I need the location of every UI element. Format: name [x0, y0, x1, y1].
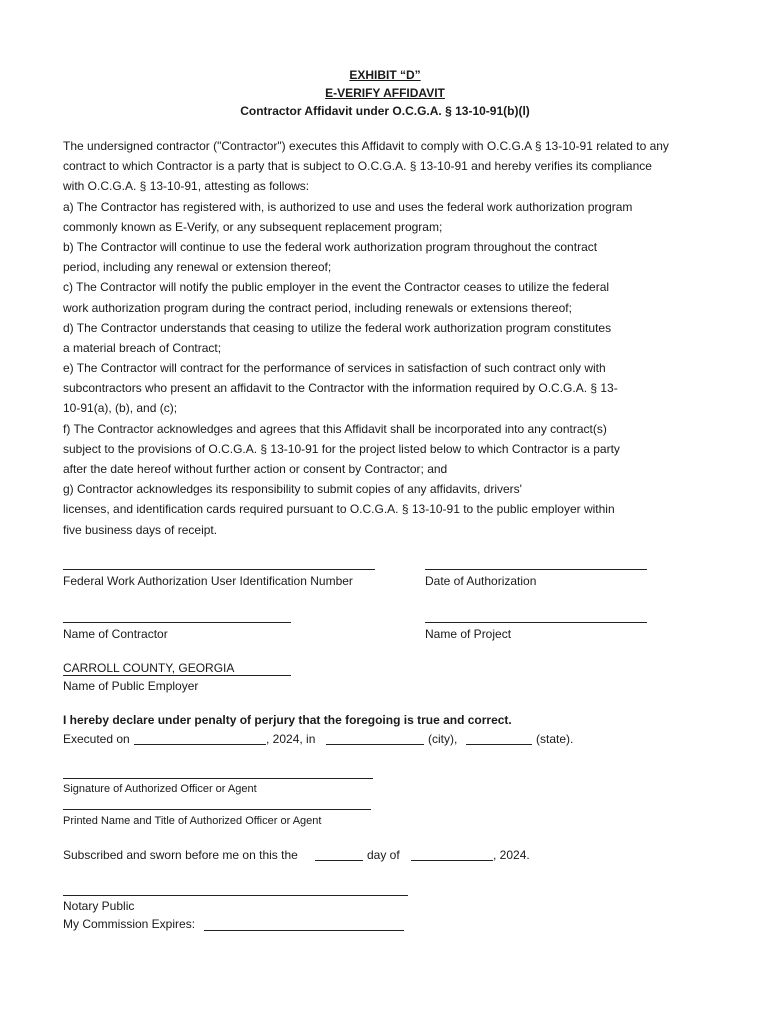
- city-field[interactable]: [326, 744, 424, 745]
- public-employer-value: CARROLL COUNTY, GEORGIA: [63, 661, 235, 675]
- body-line: work authorization program during the contract period, including renewals or extensions thereof;: [63, 300, 572, 315]
- sworn-day-field[interactable]: [315, 860, 363, 861]
- contractor-name-field[interactable]: [63, 622, 291, 623]
- affidavit-subtitle: Contractor Affidavit under O.C.G.A. § 13-10-91(b)(l): [240, 104, 530, 118]
- body-line: commonly known as E-Verify, or any subsequent replacement program;: [63, 219, 443, 234]
- body-line: a) The Contractor has registered with, is authorized to use and uses the federal work authorization program: [63, 199, 633, 214]
- body-line: licenses, and identification cards required pursuant to O.C.G.A. § 13-10-91 to the public employer within: [63, 502, 615, 517]
- signature-field[interactable]: [63, 778, 373, 779]
- date-authorization-label: Date of Authorization: [425, 574, 537, 588]
- executed-year-text: , 2024, in: [266, 732, 316, 746]
- printed-name-field[interactable]: [63, 809, 371, 810]
- city-label: (city),: [428, 732, 458, 746]
- state-field[interactable]: [466, 744, 532, 745]
- body-line: with O.C.G.A. § 13-10-91, attesting as follows:: [63, 179, 310, 194]
- project-name-field[interactable]: [425, 622, 647, 623]
- notary-signature-field[interactable]: [63, 895, 408, 896]
- body-line: f) The Contractor acknowledges and agrees that this Affidavit shall be incorporated into any contract(s): [63, 421, 607, 436]
- body-line: g) Contractor acknowledges its responsibility to submit copies of any affidavits, drivers': [63, 482, 522, 497]
- fwa-id-field[interactable]: [63, 569, 375, 570]
- state-label: (state).: [536, 732, 574, 746]
- body-line: 10-91(a), (b), and (c);: [63, 401, 178, 416]
- body-line: b) The Contractor will continue to use the federal work authorization program throughout the contract: [63, 239, 598, 254]
- project-name-label: Name of Project: [425, 627, 512, 641]
- perjury-statement: I hereby declare under penalty of perjury that the foregoing is true and correct.: [63, 713, 512, 727]
- body-line: after the date hereof without further action or consent by Contractor; and: [63, 462, 448, 476]
- sworn-day-of: day of: [367, 848, 400, 862]
- date-authorization-field[interactable]: [425, 569, 647, 570]
- fwa-id-label: Federal Work Authorization User Identification Number: [63, 574, 353, 588]
- body-line: five business days of receipt.: [63, 522, 218, 537]
- printed-name-label: Printed Name and Title of Authorized Officer or Agent: [63, 815, 322, 827]
- executed-on-line: [63, 732, 130, 746]
- sworn-year: , 2024.: [493, 848, 530, 862]
- contractor-name-label: Name of Contractor: [63, 627, 168, 641]
- sworn-month-field[interactable]: [411, 860, 493, 861]
- commission-expires-field[interactable]: [204, 930, 404, 931]
- exhibit-heading: EXHIBIT “D”: [349, 68, 421, 82]
- notary-public-label: Notary Public: [63, 899, 135, 913]
- executed-on-prefix: Executed on: [63, 732, 130, 746]
- affidavit-body: [63, 136, 743, 540]
- signature-label: Signature of Authorized Officer or Agent: [63, 783, 257, 795]
- commission-expires-label: My Commission Expires:: [63, 917, 196, 931]
- body-line: d) The Contractor understands that ceasing to utilize the federal work authorization program constitutes: [63, 320, 612, 335]
- body-line: contract to which Contractor is a party that is subject to O.C.G.A. § 13-10-91 and hereby verifies its compliance: [63, 159, 652, 174]
- body-line: a material breach of Contract;: [63, 340, 222, 355]
- body-line: c) The Contractor will notify the public employer in the event the Contractor ceases to utilize the federal: [63, 280, 610, 295]
- affidavit-title: E-VERIFY AFFIDAVIT: [325, 86, 445, 100]
- body-line: subject to the provisions of O.C.G.A. § 13-10-91 for the project listed below to which Contractor is a party: [63, 441, 620, 456]
- sworn-prefix: Subscribed and sworn before me on this the: [63, 848, 298, 862]
- body-line: period, including any renewal or extension thereof;: [63, 260, 332, 275]
- body-line: e) The Contractor will contract for the performance of services in satisfaction of such contract only with: [63, 361, 606, 376]
- body-line: The undersigned contractor ("Contractor") executes this Affidavit to comply with O.C.G.A § 13-10-91 related to any: [63, 139, 669, 153]
- executed-date-field[interactable]: [134, 744, 266, 745]
- body-line: subcontractors who present an affidavit to the Contractor with the information required by O.C.G.A. § 13-: [63, 381, 618, 396]
- public-employer-label: Name of Public Employer: [63, 679, 199, 693]
- public-employer-field[interactable]: [63, 675, 291, 676]
